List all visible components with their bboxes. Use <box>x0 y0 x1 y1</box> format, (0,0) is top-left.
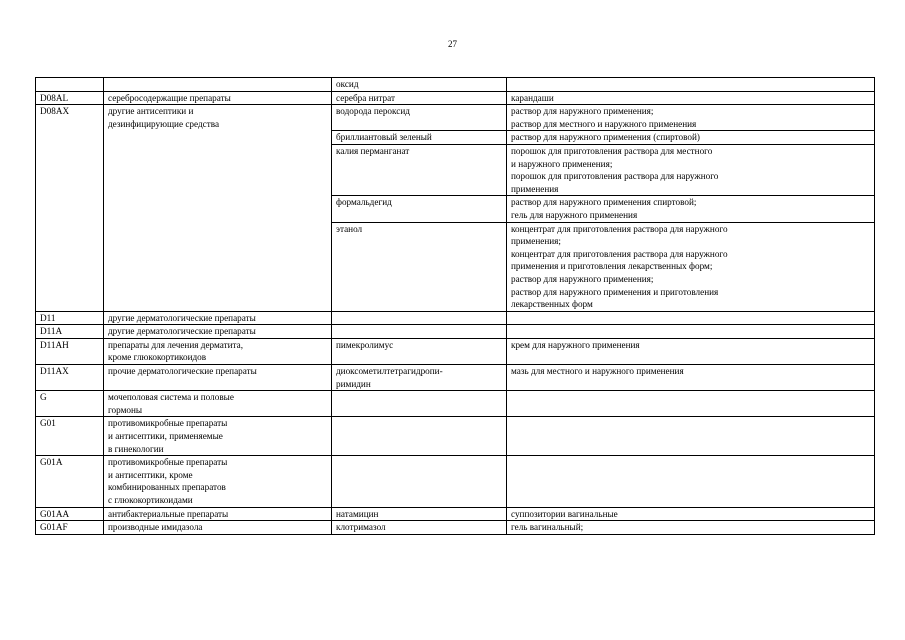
atc-code-cell <box>36 365 104 391</box>
drug-classification-table <box>35 77 875 535</box>
dosage-form-line: крем для наружного применения <box>511 339 640 350</box>
atc-code: G <box>40 392 47 403</box>
group-name-cell <box>104 456 332 507</box>
drug-name-line: оксид <box>336 79 359 89</box>
drug-name-cell <box>332 391 507 417</box>
dosage-form-line: суппозитории вагинальные <box>511 508 618 519</box>
drug-name-cell <box>332 105 507 131</box>
drug-name-cell <box>332 417 507 456</box>
group-name-line: мочеполовая система и половые <box>108 392 234 403</box>
dosage-form-cell <box>507 311 875 325</box>
dosage-form-line: применения и приготовления лекарственных форм; <box>511 261 713 272</box>
group-name-line: другие антисептики и <box>108 106 194 117</box>
drug-name-cell <box>332 78 507 92</box>
atc-code-cell <box>36 338 104 364</box>
dosage-form-line: и наружного применения; <box>511 158 613 169</box>
dosage-form-line: раствор для местного и наружного применения <box>511 118 697 129</box>
dosage-form-cell <box>507 131 875 145</box>
drug-name-line: натамицин <box>336 508 379 519</box>
drug-name-cell <box>332 507 507 521</box>
group-name-line: в гинекологии <box>108 443 164 454</box>
drug-name-line: римидин <box>336 378 371 389</box>
atc-code: D08AL <box>40 92 69 103</box>
table-row <box>36 325 875 339</box>
table-row <box>36 521 875 535</box>
dosage-form-line: концентрат для приготовления раствора для наружного <box>511 248 728 259</box>
drug-name-line: калия перманганат <box>336 145 410 156</box>
atc-code: G01 <box>40 418 56 429</box>
drug-name-line: диоксометилтетрагидропи- <box>336 366 443 377</box>
atc-code-cell <box>36 325 104 339</box>
table-row <box>36 507 875 521</box>
atc-code: G01AF <box>40 522 68 533</box>
group-name-line: антибактериальные препараты <box>108 508 229 519</box>
dosage-form-cell <box>507 507 875 521</box>
group-name-line: препараты для лечения дерматита, <box>108 339 244 350</box>
atc-code-cell <box>36 507 104 521</box>
drug-name-cell <box>332 144 507 195</box>
group-name-cell <box>104 391 332 417</box>
group-name-cell <box>104 78 332 92</box>
drug-name-cell <box>332 131 507 145</box>
dosage-form-line: применения <box>511 183 559 194</box>
dosage-form-cell <box>507 105 875 131</box>
table-row <box>36 105 875 131</box>
atc-code: D11AH <box>40 339 69 350</box>
atc-code-cell <box>36 105 104 312</box>
dosage-form-line: раствор для наружного применения (спиртовой) <box>511 132 700 143</box>
drug-name-line: пимекролимус <box>336 339 394 350</box>
dosage-form-line: порошок для приготовления раствора для местного <box>511 145 713 156</box>
atc-code-cell <box>36 521 104 535</box>
dosage-form-cell <box>507 78 875 92</box>
drug-name-cell <box>332 521 507 535</box>
table-row <box>36 365 875 391</box>
drug-name-line: клотримазол <box>336 522 386 533</box>
group-name-line: кроме глюкокортикоидов <box>108 352 207 363</box>
drug-name-line: бриллиантовый зеленый <box>336 132 432 143</box>
dosage-form-cell <box>507 521 875 535</box>
group-name-line: гормоны <box>108 404 143 415</box>
dosage-form-line: концентрат для приготовления раствора для наружного <box>511 223 728 234</box>
group-name-cell <box>104 521 332 535</box>
drug-name-line: этанол <box>336 223 363 234</box>
group-name-line: серебросодержащие препараты <box>108 92 231 103</box>
atc-code-cell <box>36 456 104 507</box>
table-row <box>36 91 875 105</box>
group-name-cell <box>104 311 332 325</box>
group-name-line: производные имидазола <box>108 522 203 533</box>
group-name-cell <box>104 91 332 105</box>
atc-code-cell <box>36 311 104 325</box>
drug-name-cell <box>332 325 507 339</box>
dosage-form-cell <box>507 417 875 456</box>
group-name-cell <box>104 105 332 312</box>
group-name-line: комбинированных препаратов <box>108 482 226 493</box>
table-row <box>36 456 875 507</box>
dosage-form-cell <box>507 325 875 339</box>
group-name-cell <box>104 365 332 391</box>
group-name-line: противомикробные препараты <box>108 457 228 468</box>
drug-name-cell <box>332 91 507 105</box>
table-row <box>36 78 875 92</box>
drug-name-cell <box>332 311 507 325</box>
table-row <box>36 311 875 325</box>
atc-code: D08AX <box>40 106 70 117</box>
drug-name-cell <box>332 456 507 507</box>
drug-name-line: формальдегид <box>336 197 392 208</box>
drug-name-cell <box>332 338 507 364</box>
table-row <box>36 391 875 417</box>
atc-code: G01A <box>40 457 63 468</box>
atc-code: D11A <box>40 326 63 337</box>
atc-code: D11 <box>40 312 56 323</box>
group-name-line: другие дерматологические препараты <box>108 312 256 323</box>
group-name-line: дезинфицирующие средства <box>108 118 220 129</box>
dosage-form-cell <box>507 365 875 391</box>
group-name-cell <box>104 507 332 521</box>
atc-code: D11AX <box>40 366 69 377</box>
table-row <box>36 338 875 364</box>
dosage-form-line: раствор для наружного применения и приготовления <box>511 286 719 297</box>
group-name-cell <box>104 417 332 456</box>
table-row <box>36 417 875 456</box>
dosage-form-cell <box>507 91 875 105</box>
atc-code-cell <box>36 417 104 456</box>
group-name-line: и антисептики, применяемые <box>108 431 223 442</box>
dosage-form-line: карандаши <box>511 92 554 103</box>
dosage-form-line: раствор для наружного применения; <box>511 273 654 284</box>
dosage-form-cell <box>507 222 875 311</box>
atc-code-cell <box>36 391 104 417</box>
table-body <box>36 78 875 535</box>
dosage-form-cell <box>507 391 875 417</box>
dosage-form-line: гель для наружного применения <box>511 209 638 220</box>
dosage-form-cell <box>507 144 875 195</box>
drug-name-cell <box>332 222 507 311</box>
group-name-line: с глюкокортикоидами <box>108 495 193 505</box>
dosage-form-cell <box>507 338 875 364</box>
dosage-form-line: гель вагинальный; <box>511 522 584 533</box>
drug-name-cell <box>332 196 507 222</box>
dosage-form-line: применения; <box>511 236 561 247</box>
dosage-form-line: раствор для наружного применения спиртовой; <box>511 197 697 208</box>
dosage-form-line: раствор для наружного применения; <box>511 106 654 117</box>
page-number: 27 <box>448 39 457 49</box>
atc-code-cell <box>36 78 104 92</box>
group-name-line: противомикробные препараты <box>108 418 228 429</box>
dosage-form-line: порошок для приготовления раствора для наружного <box>511 171 719 182</box>
group-name-line: и антисептики, кроме <box>108 469 193 480</box>
drug-name-cell <box>332 365 507 391</box>
group-name-line: прочие дерматологические препараты <box>108 366 257 377</box>
atc-code: G01AA <box>40 508 70 519</box>
dosage-form-cell <box>507 456 875 507</box>
group-name-line: другие дерматологические препараты <box>108 326 256 337</box>
atc-code-cell <box>36 91 104 105</box>
group-name-cell <box>104 325 332 339</box>
dosage-form-cell <box>507 196 875 222</box>
drug-name-line: серебра нитрат <box>336 92 395 103</box>
drug-name-line: водорода пероксид <box>336 106 410 117</box>
dosage-form-line: мазь для местного и наружного применения <box>511 366 684 377</box>
group-name-cell <box>104 338 332 364</box>
dosage-form-line: лекарственных форм <box>511 299 593 310</box>
